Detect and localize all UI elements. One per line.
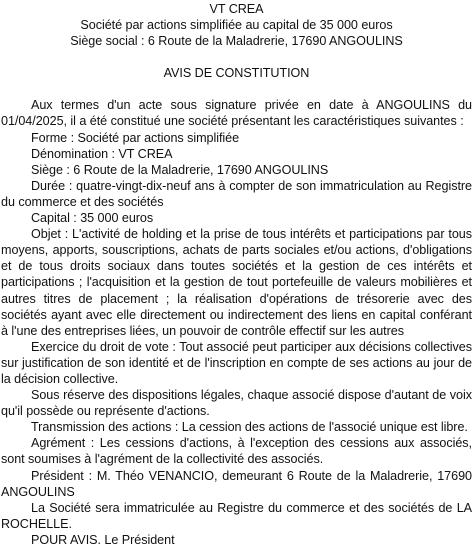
field-reserve: Sous réserve des dispositions légales, chaque associé dispose d'autant de voix qu'il possède ou représente d'actions. — [1, 388, 472, 419]
field-droit-de-vote: Exercice du droit de vote : Tout associé peut participer aux décisions collectives sur justification de son identité et de l'inscription en compte de ses actions au jour de la décision collective. — [1, 339, 472, 386]
field-agrement: Agrément : Les cessions d'actions, à l'exception des cessions aux associés, sont soumises à l'agrément de la collectivité des associés. — [1, 436, 472, 467]
company-name: VT CREA — [209, 2, 264, 16]
field-immatriculation: La Société sera immatriculée au Registre du commerce et des sociétés de LA ROCHELLE. — [1, 500, 472, 531]
intro-paragraph: Aux termes d'un acte sous signature privée en date à ANGOULINS du 01/04/2025, il a été constitué une société présentant les caractéristiques suivantes : — [1, 98, 472, 129]
notice-header — [1, 1, 472, 49]
field-siege: Siège : 6 Route de la Maladrerie, 17690 ANGOULINS — [31, 162, 329, 177]
field-transmission: Transmission des actions : La cession des actions de l'associé unique est libre. — [31, 420, 468, 435]
legal-form-capital: Société par actions simplifiée au capital de 35 000 euros — [80, 18, 393, 33]
field-president: Président : M. Théo VENANCIO, demeurant 6 Route de la Maladrerie, 17690 ANGOULINS — [1, 468, 472, 499]
field-duree: Durée : quatre-vingt-dix-neuf ans à compter de son immatriculation au Registre du commerce et des sociétés — [1, 178, 472, 209]
notice-title: AVIS DE CONSTITUTION — [163, 66, 310, 81]
spacer — [1, 49, 472, 65]
field-forme: Forme : Société par actions simplifiée — [31, 130, 240, 145]
signature-line: POUR AVIS. Le Président — [31, 532, 175, 547]
registered-office: Siège social : 6 Route de la Maladrerie, 17690 ANGOULINS — [70, 34, 403, 49]
field-objet: Objet : L'activité de holding et la prise de tous intérêts et participations par tous moyens, apports, souscriptions, achats de parts sociales et/ou actions, d'obligations et de tous droits sociaux dans toutes sociétés et la gestion de ces intérêts et participations ; l'acquisition et la gestion de tout portefeuille de valeurs mobilières et autres titres de placement ; la réalisation d'opérations de trésorerie avec des sociétés ayant avec elle directement ou indirectement des liens en capital conférant à l'une des entreprises liées, un pouvoir de contrôle effectif sur les autres — [1, 227, 472, 338]
spacer — [1, 81, 472, 97]
field-denomination: Dénomination : VT CREA — [31, 146, 173, 161]
field-capital: Capital : 35 000 euros — [31, 211, 154, 226]
